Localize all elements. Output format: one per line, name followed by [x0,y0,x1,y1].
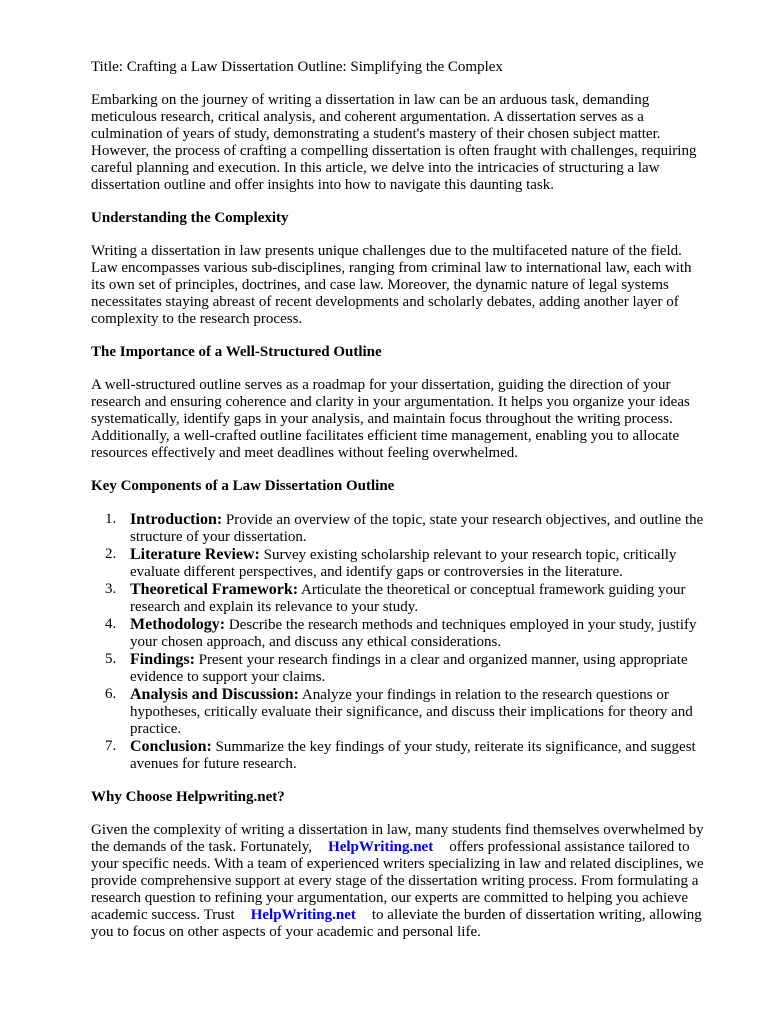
complexity-paragraph: Writing a dissertation in law presents unique challenges due to the multifaceted nature of the field. Law encompasses various sub-disciplines, ranging from criminal law to international law, each with its own set of principles, doctrines, and case law. Moreover, the dynamic nature of legal systems necessitates staying abreast of recent developments and scholarly debates, adding another layer of complexity to the research process. [91,243,692,327]
list-item-number: 4. [105,616,117,632]
list-item-number: 2. [105,546,117,562]
helpwriting-link[interactable]: HelpWriting.net [328,839,434,855]
list-item [91,581,708,616]
importance-paragraph: A well-structured outline serves as a roadmap for your dissertation, guiding the direction of your research and ensuring coherence and clarity in your argumentation. It helps you organize your ideas systematically, identify gaps in your analysis, and maintain focus throughout the writing process. Additionally, a well-crafted outline facilitates efficient time management, enabling you to allocate resources effectively and meet deadlines without feeling overwhelmed. [91,377,690,461]
list-item-text: Articulate the theoretical or conceptual framework guiding your research and explain its relevance to your study. [130,582,686,615]
list-item-term: Methodology: [130,616,226,633]
list-item-term: Findings: [130,651,195,668]
document-title: Title: Crafting a Law Dissertation Outline: Simplifying the Complex [91,59,503,75]
list-item-text: Present your research findings in a clear and organized manner, using appropriate evidence to support your claims. [130,652,688,685]
why-text-part2: offers professional assistance tailored to your specific needs. With a team of experienced writers specializing in law and related disciplines, we provide comprehensive support at every stage of the dissertation writing process. From formulating a research question to refining your argumentation, our experts are committed to helping you achieve academic success. Trust [91,839,704,923]
intro-paragraph: Embarking on the journey of writing a dissertation in law can be an arduous task, demanding meticulous research, critical analysis, and coherent argumentation. A dissertation serves as a culmination of years of study, demonstrating a student's mastery of their chosen subject matter. However, the process of crafting a compelling dissertation is often fraught with challenges, requiring careful planning and execution. In this article, we delve into the intricacies of structuring a law dissertation outline and offer insights into how to navigate this daunting task. [91,92,697,193]
heading-importance-outline: The Importance of a Well-Structured Outline [91,344,382,360]
list-item-number: 1. [105,511,117,527]
list-item [91,651,708,686]
list-item [91,616,708,651]
helpwriting-link[interactable]: HelpWriting.net [250,907,356,923]
list-item-number: 5. [105,651,117,667]
list-item-text: Analyze your findings in relation to the research questions or hypotheses, critically evaluate their significance, and discuss their implications for theory and practice. [130,687,693,737]
list-item [91,511,708,546]
list-item-term: Literature Review: [130,546,260,563]
list-item-text: Summarize the key findings of your study, reiterate its significance, and suggest avenues for future research. [130,739,696,772]
heading-why-choose: Why Choose Helpwriting.net? [91,789,285,805]
list-item [91,738,708,773]
list-item-term: Introduction: [130,511,223,528]
list-item-text: Describe the research methods and techniques employed in your study, justify your chosen approach, and discuss any ethical considerations. [130,617,697,650]
why-text-part3: to alleviate the burden of dissertation writing, allowing you to focus on other aspects of your academic and personal life. [91,907,702,940]
why-text-part1: Given the complexity of writing a dissertation in law, many students find themselves overwhelmed by the demands of the task. Fortunately, [91,822,704,855]
list-item-text: Survey existing scholarship relevant to your research topic, critically evaluate different perspectives, and identify gaps or controversies in the literature. [130,547,677,580]
list-item-text: Provide an overview of the topic, state your research objectives, and outline the structure of your dissertation. [130,512,704,545]
list-item [91,686,708,738]
components-list [91,511,708,773]
list-item-term: Analysis and Discussion: [130,686,299,703]
list-item-term: Theoretical Framework: [130,581,299,598]
heading-understanding-complexity: Understanding the Complexity [91,210,289,226]
why-paragraph [91,822,708,941]
heading-key-components: Key Components of a Law Dissertation Outline [91,478,395,494]
list-item [91,546,708,581]
list-item-number: 6. [105,686,117,702]
list-item-number: 3. [105,581,117,597]
list-item-term: Conclusion: [130,738,212,755]
list-item-number: 7. [105,738,117,754]
